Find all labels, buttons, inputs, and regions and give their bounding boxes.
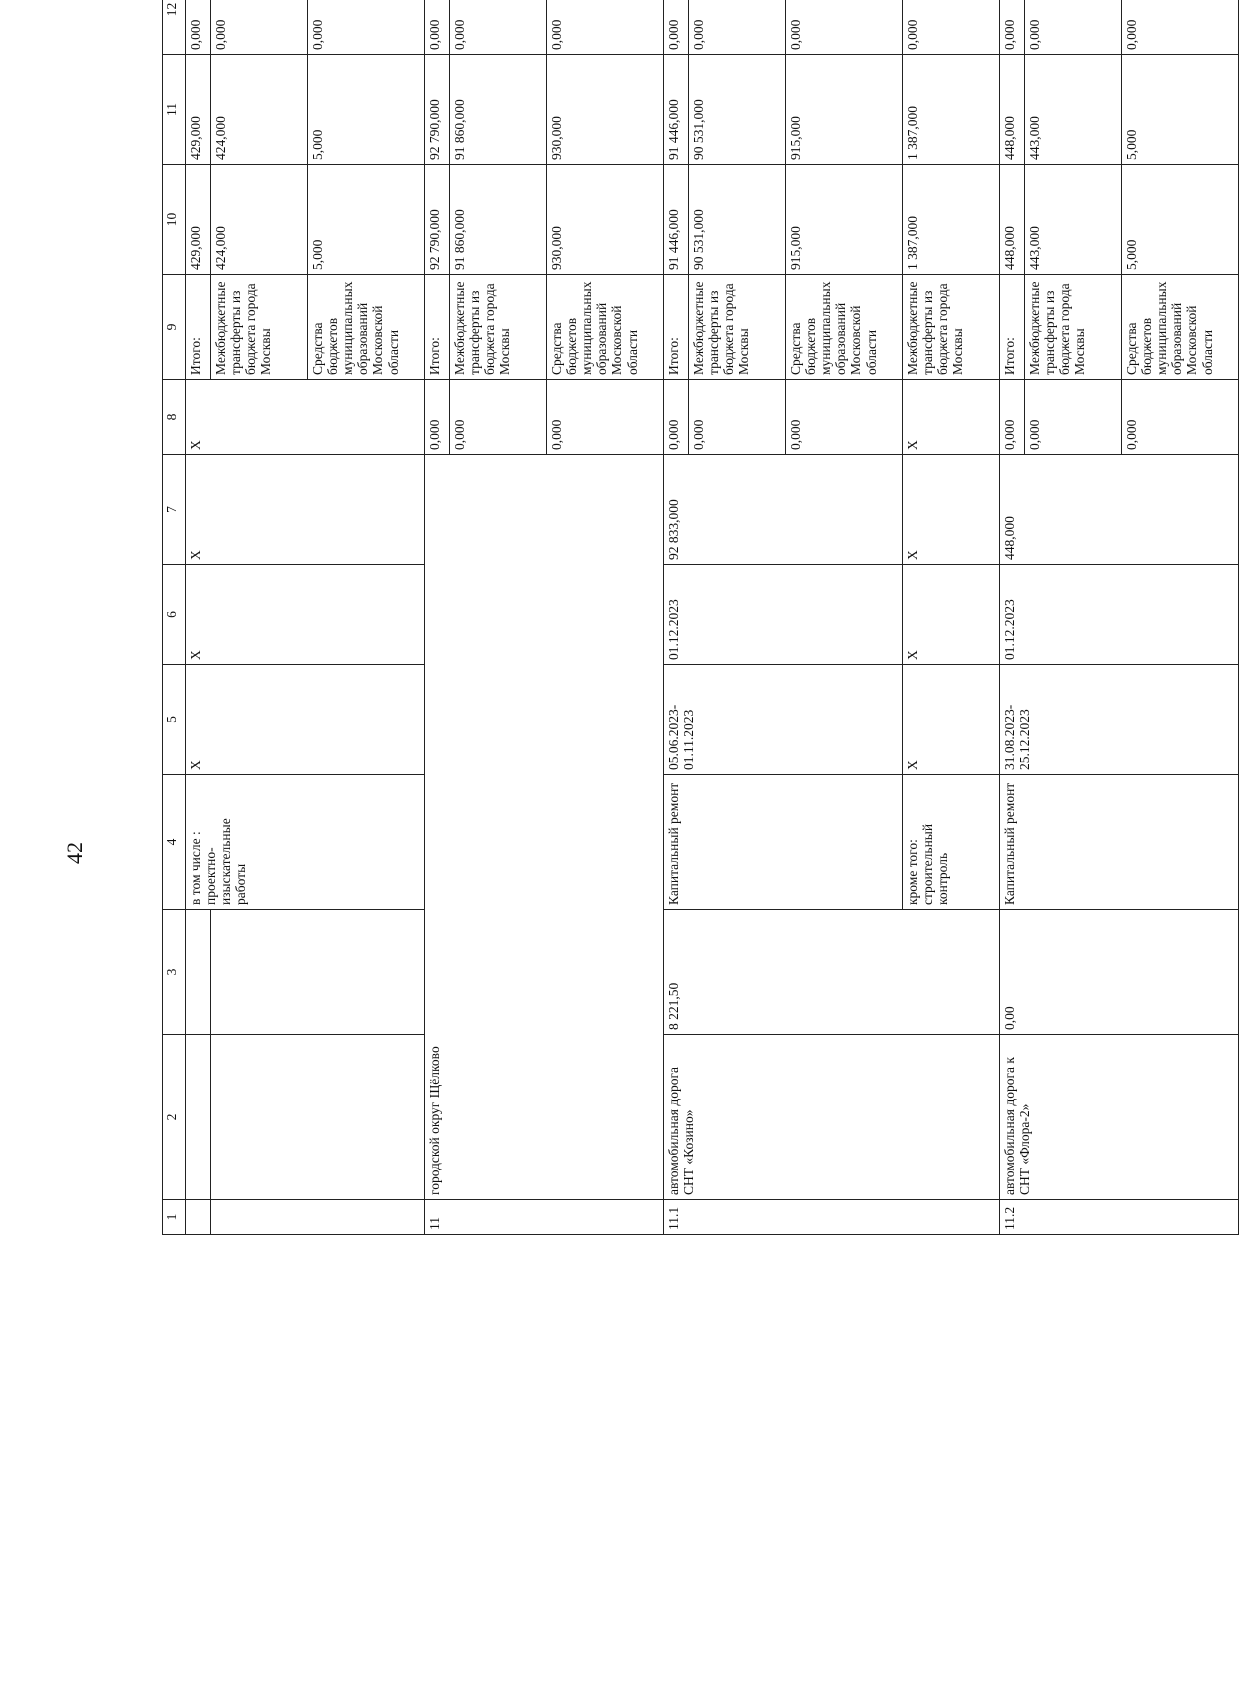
amount-cell: 0,000 xyxy=(450,0,547,55)
column-number-2: 2 xyxy=(163,1035,186,1200)
col8-cell: 0,000 xyxy=(689,380,786,455)
col8-cell: 0,000 xyxy=(786,380,903,455)
amount-cell: 915,000 xyxy=(786,165,903,275)
work-period-cell: 31.08.2023-25.12.2023 xyxy=(1000,665,1239,775)
amount-cell: 5,000 xyxy=(1122,55,1239,165)
funding-source-cell: Итого: xyxy=(425,275,450,380)
amount-cell: 0,000 xyxy=(1025,0,1122,55)
amount-cell: 443,000 xyxy=(1025,55,1122,165)
amount-cell: 930,000 xyxy=(547,55,664,165)
col8-cell: 0,000 xyxy=(664,380,689,455)
amount-cell: 930,000 xyxy=(547,165,664,275)
funding-source-cell: Итого: xyxy=(664,275,689,380)
amount-cell: 0,000 xyxy=(1000,0,1025,55)
column-number-1: 1 xyxy=(163,1200,186,1235)
funding-source-cell: Итого: xyxy=(1000,275,1025,380)
col8-cell: 0,000 xyxy=(425,380,450,455)
amount-cell: 429,000 xyxy=(186,55,211,165)
amount-cell: 448,000 xyxy=(1000,165,1025,275)
funding-source-cell: Средства бюджетов муниципальных образований Московской области xyxy=(1122,275,1239,380)
funding-source-cell: Межбюджетные трансферты из бюджета города Москвы xyxy=(903,275,1000,380)
cost-cell: Х xyxy=(903,455,1000,565)
col8-cell: Х xyxy=(903,380,1000,455)
col8-cell: 0,000 xyxy=(450,380,547,455)
amount-cell: 443,000 xyxy=(1025,165,1122,275)
column-number-7: 7 xyxy=(163,455,186,565)
column-number-6: 6 xyxy=(163,565,186,665)
amount-cell: 0,000 xyxy=(689,0,786,55)
amount-cell: 0,000 xyxy=(425,0,450,55)
amount-cell: 91 860,000 xyxy=(450,165,547,275)
completion-date-cell: 01.12.2023 xyxy=(1000,565,1239,665)
amount-cell: 0,000 xyxy=(308,0,425,55)
column-number-3: 3 xyxy=(163,910,186,1035)
object-name-cell: автомобильная дорога СНТ «Козино» xyxy=(664,1035,1000,1200)
column-number-row xyxy=(163,0,186,1235)
object-name-cell: автомобильная дорога к СНТ «Флора-2» xyxy=(1000,1035,1239,1200)
funding-source-cell: Средства бюджетов муниципальных образований Московской области xyxy=(786,275,903,380)
amount-cell: 0,000 xyxy=(211,0,308,55)
column-number-10: 10 xyxy=(163,165,186,275)
cost-cell: 448,000 xyxy=(1000,455,1239,565)
row-number-cell: 11.2 xyxy=(1000,1200,1239,1235)
table-cell xyxy=(186,1200,211,1235)
amount-cell: 5,000 xyxy=(308,55,425,165)
amount-cell: 0,000 xyxy=(664,0,689,55)
cost-cell: 92 833,000 xyxy=(664,455,903,565)
funding-source-cell: Межбюджетные трансферты из бюджета города Москвы xyxy=(1025,275,1122,380)
work-period-cell: Х xyxy=(186,665,425,775)
column-number-9: 9 xyxy=(163,275,186,380)
financing-table xyxy=(162,0,1239,1235)
amount-cell: 0,000 xyxy=(786,0,903,55)
amount-cell: 429,000 xyxy=(186,165,211,275)
table-row xyxy=(186,0,211,1235)
object-row xyxy=(664,0,689,1235)
amount-cell: 91 446,000 xyxy=(664,165,689,275)
amount-cell: 424,000 xyxy=(211,165,308,275)
row-number-cell: 11.1 xyxy=(664,1200,1000,1235)
col8-cell: 0,000 xyxy=(1025,380,1122,455)
work-period-cell: 05.06.2023-01.11.2023 xyxy=(664,665,903,775)
amount-cell: 92 790,000 xyxy=(425,55,450,165)
amount-cell: 91 860,000 xyxy=(450,55,547,165)
funding-source-cell: Средства бюджетов муниципальных образований Московской области xyxy=(547,275,664,380)
work-period-cell: Х xyxy=(903,665,1000,775)
amount-cell: 90 531,000 xyxy=(689,55,786,165)
amount-cell: 0,000 xyxy=(1122,0,1239,55)
table-cell xyxy=(211,1200,425,1235)
funding-source-cell: Итого: xyxy=(186,275,211,380)
district-name-cell: городской округ Щёлково xyxy=(425,455,664,1200)
page-number: 42 xyxy=(62,842,87,864)
completion-date-cell: 01.12.2023 xyxy=(664,565,903,665)
length-cell: 0,00 xyxy=(1000,910,1239,1035)
amount-cell: 915,000 xyxy=(786,55,903,165)
column-number-8: 8 xyxy=(163,380,186,455)
amount-cell: 1 387,000 xyxy=(903,55,1000,165)
funding-source-cell: Межбюджетные трансферты из бюджета города Москвы xyxy=(450,275,547,380)
amount-cell: 90 531,000 xyxy=(689,165,786,275)
work-type-cell: кроме того: строительный контроль xyxy=(903,775,1000,910)
table-cell xyxy=(211,1035,425,1200)
amount-cell: 1 387,000 xyxy=(903,165,1000,275)
column-number-11: 11 xyxy=(163,55,186,165)
work-type-cell: в том числе : проектно-изыскательные работы xyxy=(186,775,425,910)
table-cell xyxy=(186,1035,211,1200)
amount-cell: 424,000 xyxy=(211,55,308,165)
district-row xyxy=(425,0,450,1235)
col8-cell: 0,000 xyxy=(547,380,664,455)
amount-cell: 0,000 xyxy=(186,0,211,55)
table-cell xyxy=(186,910,211,1035)
column-number-5: 5 xyxy=(163,665,186,775)
amount-cell: 0,000 xyxy=(547,0,664,55)
amount-cell: 0,000 xyxy=(903,0,1000,55)
rotated-table-wrapper xyxy=(162,2,1215,1235)
funding-source-cell: Средства бюджетов муниципальных образований Московской области xyxy=(308,275,425,380)
row-number-cell: 11 xyxy=(425,1200,664,1235)
amount-cell: 5,000 xyxy=(1122,165,1239,275)
col8-cell: 0,000 xyxy=(1122,380,1239,455)
work-type-cell: Капитальный ремонт xyxy=(664,775,903,910)
col8-cell: Х xyxy=(186,380,425,455)
completion-date-cell: Х xyxy=(903,565,1000,665)
object-row xyxy=(1000,0,1025,1235)
column-number-12: 12 xyxy=(163,0,186,55)
cost-cell: Х xyxy=(186,455,425,565)
amount-cell: 91 446,000 xyxy=(664,55,689,165)
work-type-cell: Капитальный ремонт xyxy=(1000,775,1239,910)
amount-cell: 448,000 xyxy=(1000,55,1025,165)
column-number-4: 4 xyxy=(163,775,186,910)
amount-cell: 92 790,000 xyxy=(425,165,450,275)
length-cell: 8 221,50 xyxy=(664,910,1000,1035)
table-cell xyxy=(211,910,425,1035)
funding-source-cell: Межбюджетные трансферты из бюджета города Москвы xyxy=(211,275,308,380)
completion-date-cell: Х xyxy=(186,565,425,665)
col8-cell: 0,000 xyxy=(1000,380,1025,455)
funding-source-cell: Межбюджетные трансферты из бюджета города Москвы xyxy=(689,275,786,380)
amount-cell: 5,000 xyxy=(308,165,425,275)
